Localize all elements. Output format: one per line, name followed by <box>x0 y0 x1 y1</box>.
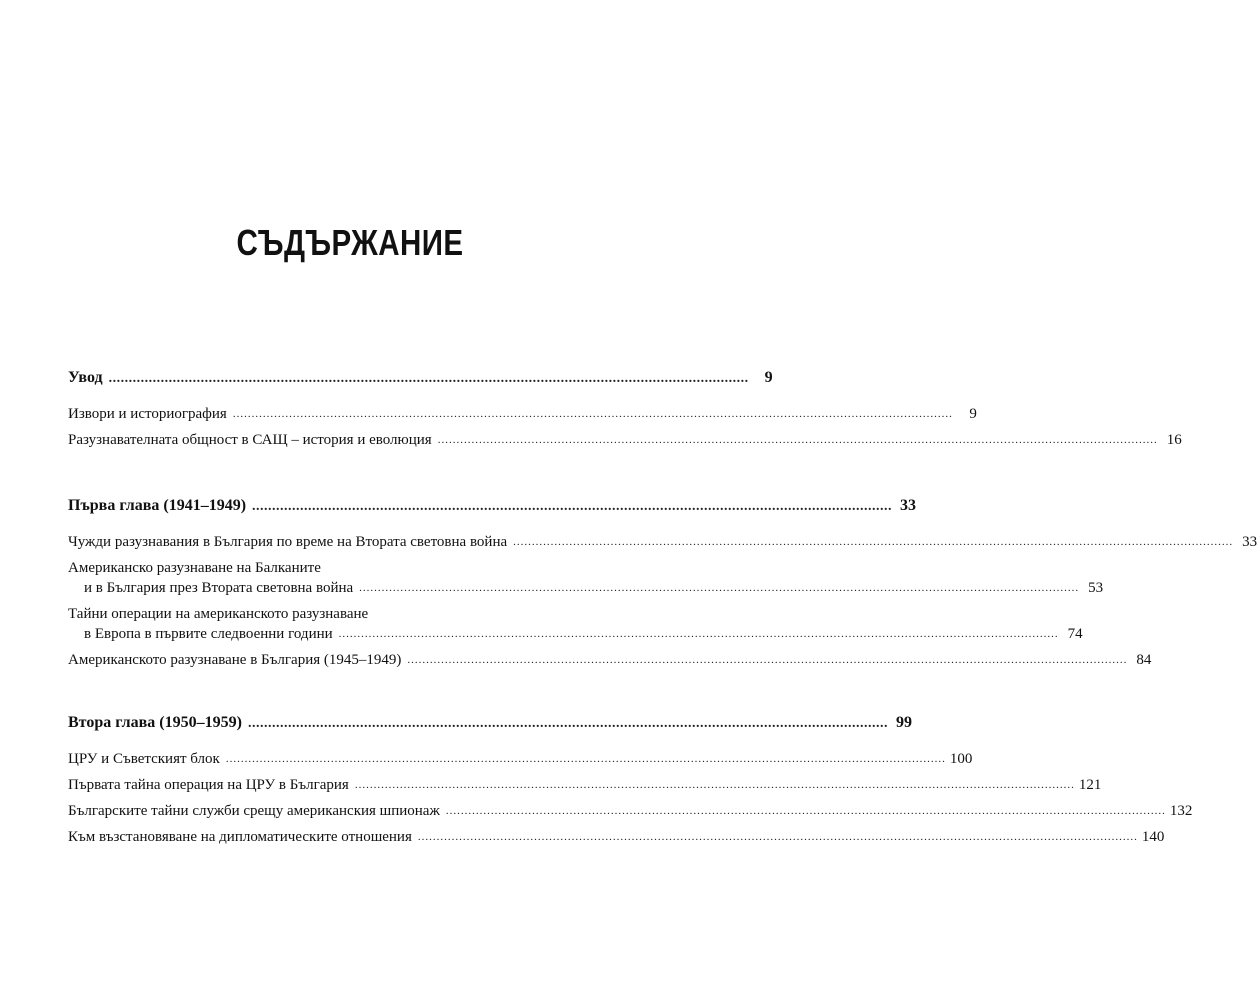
toc-page-number: 9 <box>764 369 773 386</box>
dot-leader: ................................................................................................................................................................................................ <box>437 434 1158 446</box>
toc-entry-label: Американското разузнаване в България (1945–1949) <box>68 652 402 668</box>
toc-page-number: 132 <box>1169 803 1193 819</box>
toc-page-number: 99 <box>895 714 912 731</box>
toc-entry[interactable] <box>68 532 1257 552</box>
toc-heading[interactable] <box>68 368 773 388</box>
dot-leader: ................................................................................................................................................................................................ <box>445 805 1166 817</box>
toc-entry-label: Чужди разузнавания в България по време на Втората световна война <box>68 534 508 550</box>
toc-entry-label: ЦРУ и Съветският блок <box>68 751 220 767</box>
toc-entry[interactable] <box>68 775 1102 795</box>
dot-leader: ................................................................................................................................................................................................ <box>354 779 1075 791</box>
dot-leader: ................................................................................................................................................................................................ <box>513 536 1234 548</box>
toc-page-number: 9 <box>969 406 977 422</box>
toc-entry-multiline[interactable] <box>68 558 1104 598</box>
toc-entry[interactable] <box>68 827 1165 847</box>
toc-entry-label: Българските тайни служби срещу американския шпионаж <box>68 803 440 819</box>
toc-heading[interactable] <box>68 713 912 733</box>
toc-page-number: 16 <box>1166 432 1182 448</box>
toc-entry-line2 <box>68 578 1104 598</box>
toc-entry-multiline[interactable] <box>68 604 1083 644</box>
toc-section-intro <box>68 368 1182 450</box>
toc-page-number: 33 <box>900 497 917 514</box>
toc-entry-label: Извори и историография <box>68 406 227 422</box>
dot-leader: ................................................................................................................................................................ <box>108 371 749 386</box>
toc-page-number: 74 <box>1067 626 1083 642</box>
toc-page-number: 100 <box>949 751 973 767</box>
dot-leader: ................................................................................................................................................................................................ <box>225 753 946 765</box>
toc-page-number: 33 <box>1242 534 1257 550</box>
dot-leader: ................................................................................................................................................................................................ <box>407 654 1128 666</box>
toc-page-number: 84 <box>1136 652 1152 668</box>
toc-section-chapter-1 <box>68 496 1257 670</box>
toc-entry-label-line1: Тайни операции на американското разузнаване <box>68 606 369 622</box>
toc-entry-label-line1: Американско разузнаване на Балканите <box>68 560 321 576</box>
dot-leader: ................................................................................................................................................................................................ <box>338 628 1059 640</box>
dot-leader: ................................................................................................................................................................ <box>252 499 893 514</box>
toc-entry[interactable] <box>68 430 1182 450</box>
dot-leader: ................................................................................................................................................................................................ <box>232 408 953 420</box>
toc-page-number: 53 <box>1088 580 1104 596</box>
toc-entry[interactable] <box>68 801 1193 821</box>
toc-entry-label: в Европа в първите следвоенни години <box>84 626 333 642</box>
toc-heading-label: Втора глава (1950–1959) <box>68 714 242 731</box>
toc-entry-label: и в България през Втората световна война <box>84 580 354 596</box>
dot-leader: ................................................................................................................................................................................................ <box>359 582 1080 594</box>
toc-heading-label: Първа глава (1941–1949) <box>68 497 247 514</box>
dot-leader: ................................................................................................................................................................................................ <box>417 831 1138 843</box>
toc-entry[interactable] <box>68 650 1152 670</box>
toc-page-number: 121 <box>1078 777 1102 793</box>
toc-heading-label: Увод <box>68 369 103 386</box>
toc-section-chapter-2 <box>68 713 1193 847</box>
toc-entry-line2 <box>68 624 1083 644</box>
toc-entry-label: Първата тайна операция на ЦРУ в България <box>68 777 349 793</box>
toc-entry-label: Разузнавателната общност в САЩ – история и еволюция <box>68 432 432 448</box>
toc-entry[interactable] <box>68 404 977 424</box>
toc-heading[interactable] <box>68 496 917 516</box>
toc-entry[interactable] <box>68 749 973 769</box>
toc-entry-label: Към възстановяване на дипломатическите отношения <box>68 829 412 845</box>
toc-page-number: 140 <box>1141 829 1165 845</box>
dot-leader: ................................................................................................................................................................ <box>247 716 888 731</box>
page-title: СЪДЪРЖАНИЕ <box>236 222 464 263</box>
